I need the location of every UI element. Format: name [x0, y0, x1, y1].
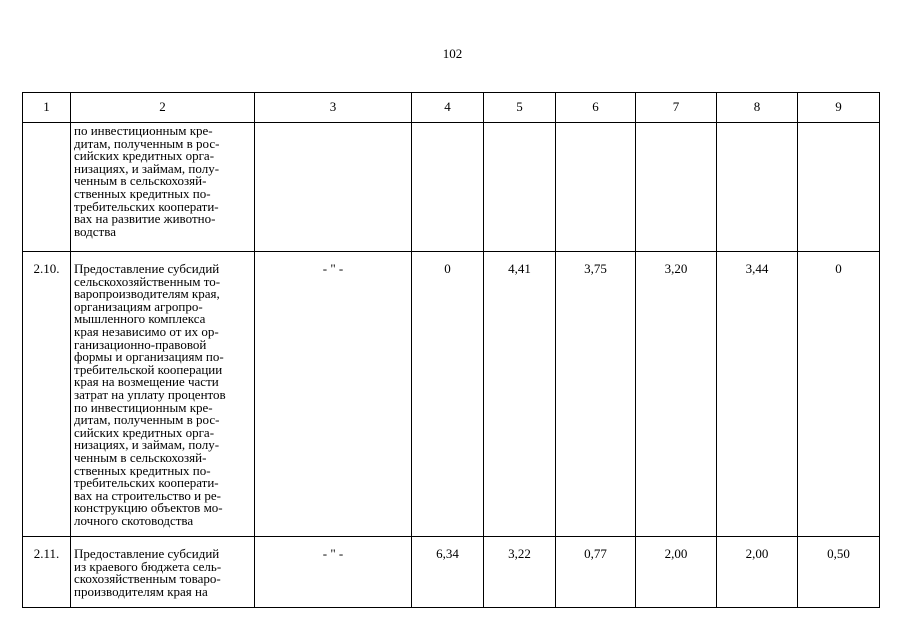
description-line: производителям края на [74, 583, 208, 599]
column-header: 7 [636, 93, 717, 123]
column-header: 4 [412, 93, 484, 123]
description-line: дитам, полученным в рос- [74, 135, 220, 151]
row-value: 4,41 [484, 252, 556, 537]
row-value [717, 123, 798, 252]
description-line: мышленного комплекса [74, 311, 206, 327]
description-line: ственных кредитных по- [74, 185, 211, 201]
description-line: организациям агропро- [74, 298, 203, 314]
description-line: водства [74, 223, 116, 239]
row-value: 2,00 [717, 537, 798, 608]
description-line: по инвестиционным кре- [74, 123, 213, 138]
table-row [23, 252, 880, 537]
description-line: по инвестиционным кре- [74, 399, 213, 415]
description-line: низациях, и займам, полу- [74, 160, 220, 176]
description-line: затрат на уплату процентов [74, 386, 226, 402]
row-value [636, 123, 717, 252]
row-description [71, 123, 255, 252]
row-value [412, 123, 484, 252]
row-value: 0,50 [798, 537, 880, 608]
description-line: ганизационно-правовой [74, 336, 207, 352]
column-header: 5 [484, 93, 556, 123]
table-row [23, 123, 880, 252]
description-line: требительских кооперати- [74, 475, 219, 491]
description-line: ственных кредитных по- [74, 462, 211, 478]
description-line: вах на развитие животно- [74, 211, 216, 227]
description-line: сийских кредитных орга- [74, 148, 215, 164]
description-line: требительских кооперати- [74, 198, 219, 214]
row-description [71, 537, 255, 608]
description-line: сельскохозяйственным то- [74, 273, 221, 289]
row-col3: - " - [255, 252, 412, 537]
description-line: ченным в сельскохозяй- [74, 173, 207, 189]
description-line: низациях, и займам, полу- [74, 437, 220, 453]
page-number: 102 [442, 46, 463, 61]
description-line: края на возмещение части [74, 374, 219, 390]
row-col3: - " - [255, 537, 412, 608]
row-value [556, 123, 636, 252]
description-line: Предоставление субсидий [74, 546, 220, 561]
description-line: дитам, полученным в рос- [74, 412, 220, 428]
description-line: формы и организациям по- [74, 349, 224, 365]
table-row [23, 537, 880, 608]
row-value: 0,77 [556, 537, 636, 608]
description-line: варопроизводителям края, [74, 286, 220, 302]
description-line: края независимо от их ор- [74, 323, 219, 339]
description-line: лочного скотоводства [74, 512, 194, 528]
row-value [798, 123, 880, 252]
description-line: конструкцию объектов мо- [74, 500, 223, 516]
description-line: вах на строительство и ре- [74, 487, 221, 503]
column-header: 8 [717, 93, 798, 123]
row-number: 2.11. [23, 537, 71, 608]
description-line: требительской кооперации [74, 361, 223, 377]
description-line: сийских кредитных орга- [74, 424, 215, 440]
row-value: 3,22 [484, 537, 556, 608]
row-description [71, 252, 255, 537]
row-value: 3,75 [556, 252, 636, 537]
row-value [484, 123, 556, 252]
description-line: Предоставление субсидий [74, 261, 220, 276]
description-line: ченным в сельскохозяй- [74, 449, 207, 465]
row-value: 2,00 [636, 537, 717, 608]
row-number [23, 123, 71, 252]
data-table [22, 92, 880, 608]
description-line: скохозяйственным товаро- [74, 571, 221, 587]
column-header: 3 [255, 93, 412, 123]
row-number: 2.10. [23, 252, 71, 537]
row-value: 0 [412, 252, 484, 537]
row-value: 3,44 [717, 252, 798, 537]
column-header: 2 [71, 93, 255, 123]
column-header: 1 [23, 93, 71, 123]
table-header-row [23, 93, 880, 123]
row-col3 [255, 123, 412, 252]
row-value: 3,20 [636, 252, 717, 537]
row-value: 0 [798, 252, 880, 537]
column-header: 9 [798, 93, 880, 123]
description-line: из краевого бюджета сель- [74, 558, 222, 574]
column-header: 6 [556, 93, 636, 123]
row-value: 6,34 [412, 537, 484, 608]
